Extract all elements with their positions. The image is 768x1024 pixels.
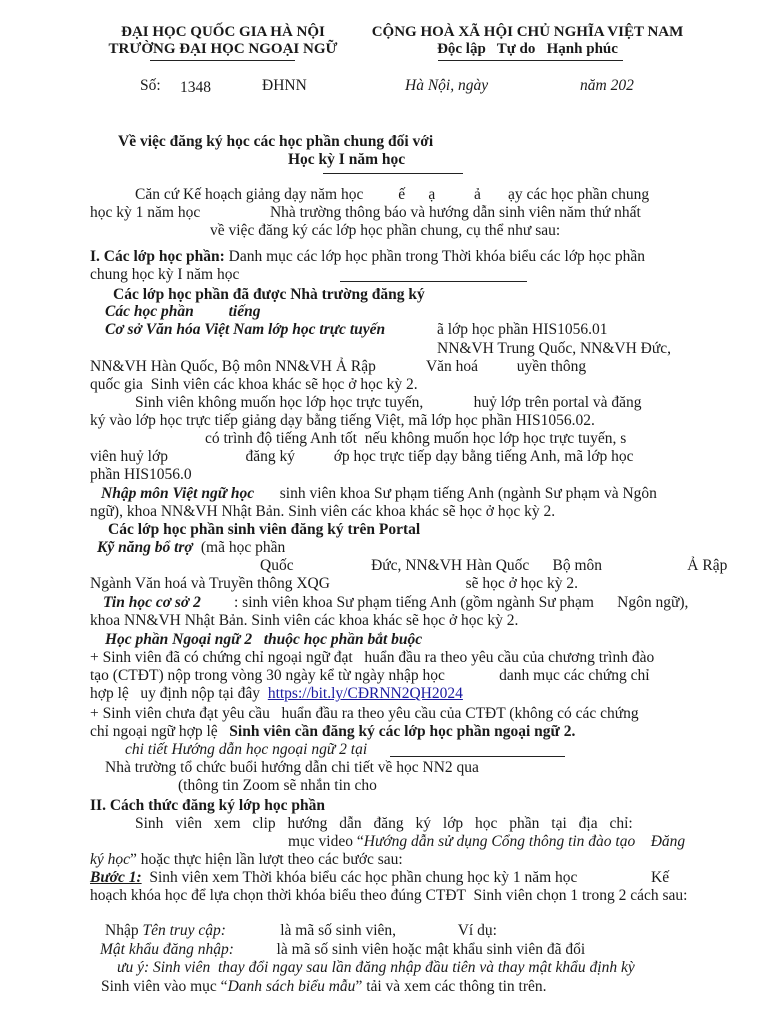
- subsection-portal: Các lớp học phần sinh viên đăng ký trên Portal: [108, 521, 421, 538]
- video-title: Hướng dẫn sử dụng Cổng thông tin đào tạo Đăng: [363, 833, 686, 850]
- certificate-link[interactable]: https://bit.ly/CĐRNN2QH2024: [267, 685, 463, 702]
- password-label: Mật khẩu đăng nhập:: [100, 941, 234, 958]
- password-note: ưu ý: Sinh viên thay đổi ngay sau lần đăng nhập đầu tiên và thay mật khẩu định kỳ: [117, 959, 635, 976]
- section1-heading-line: [90, 248, 645, 266]
- step-line: [90, 869, 669, 887]
- course-text: tạo (CTĐT) nộp trong vòng 30 ngày kể từ ngày nhập học danh mục các chứng chỉ: [90, 667, 650, 684]
- course-text: ã lớp học phần HIS1056.01: [437, 321, 608, 338]
- course-text-line: [90, 685, 463, 703]
- forms-text: ” tải và xem các thông tin trên.: [355, 978, 547, 995]
- blank-underline: [340, 281, 527, 282]
- subsection-registered: Các lớp học phần đã được Nhà trường đăng ký: [113, 286, 425, 303]
- course-text: (mã học phần: [197, 539, 286, 556]
- course-text: Nhà trường tổ chức buổi hướng dẫn chi tiết về học NN2 qua: [105, 759, 479, 776]
- course-title: Nhập môn Việt ngữ học: [101, 485, 255, 502]
- course-text: + Sinh viên đã có chứng chỉ ngoại ngữ đạt huẩn đầu ra theo yêu cầu của chương trình đào: [90, 649, 655, 666]
- step-text: Sinh viên xem Thời khóa biểu các học phần chung học kỳ 1 năm học Kế: [141, 869, 670, 886]
- password-text: là mã số sinh viên hoặc mật khẩu sinh viên đã đổi: [233, 941, 586, 958]
- course-text: Quốc Đức, NN&VH Hàn Quốc Bộ môn Ả Rập: [260, 557, 728, 574]
- course-title: Tin học cơ sở 2: [103, 594, 201, 611]
- course-title: Kỹ năng bổ trợ: [97, 539, 193, 556]
- course-text: chỉ ngoại ngữ hợp lệ: [90, 723, 230, 740]
- step1-label: Bước 1:: [90, 869, 142, 886]
- course-text: + Sinh viên chưa đạt yêu cầu huẩn đầu ra theo yêu cầu của CTĐT (không có các chứng: [90, 705, 639, 722]
- intro-line: về việc đăng ký các lớp học phần chung, cụ thể như sau:: [210, 222, 561, 239]
- school-name: TRƯỜNG ĐẠI HỌC NGOẠI NGỮ: [108, 41, 338, 57]
- section1-heading-rest: Danh mục các lớp học phần trong Thời khóa biểu các lớp học phần: [224, 248, 646, 265]
- course-title: Học phần Ngoại ngữ 2 thuộc học phần bắt buộc: [105, 631, 423, 648]
- header-left-underline: [150, 60, 295, 61]
- login-text: là mã số sinh viên, Ví dụ:: [225, 922, 497, 939]
- doc-title-line2: Học kỳ I năm học: [288, 151, 406, 168]
- course-text: ký vào lớp học trực tiếp giảng dạy bằng tiếng Việt, mã lớp học phần HIS1056.02.: [90, 412, 595, 429]
- course-text-line: [90, 723, 575, 741]
- username-label: Tên truy cập:: [142, 922, 226, 939]
- course-text: : sinh viên khoa Sư phạm tiếng Anh (gồm ngành Sư phạm Ngôn ngữ),: [234, 594, 689, 611]
- course-text: NN&VH Trung Quốc, NN&VH Đức,: [437, 340, 672, 357]
- doc-number-suffix: ĐHNN: [262, 77, 307, 94]
- video-title: ký học: [90, 851, 131, 868]
- section2-text: mục video “: [288, 833, 364, 850]
- section1-heading: I. Các lớp học phần:: [90, 248, 225, 265]
- must-register-note: Sinh viên cần đăng ký các lớp học phần ngoại ngữ 2.: [229, 723, 576, 740]
- section2-text: Sinh viên xem clip hướng dẫn đăng ký lớp học phần tại địa chỉ:: [135, 815, 633, 832]
- header-right-underline: [438, 60, 623, 61]
- course-text: sinh viên khoa Sư phạm tiếng Anh (ngành Sư phạm và Ngôn: [272, 485, 657, 502]
- course-text: ngữ), khoa NN&VH Nhật Bản. Sinh viên các khoa khác sẽ học ở học kỳ 2.: [90, 503, 556, 520]
- course-text: Ngành Văn hoá và Truyền thông XQG sẽ học ở học kỳ 2.: [90, 575, 578, 592]
- section2-text-line: [90, 851, 403, 869]
- blank-underline: [390, 756, 565, 757]
- login-line: [105, 922, 497, 940]
- course-text: hợp lệ uy định nộp tại đây: [90, 685, 268, 702]
- step-text: hoạch khóa học để lựa chọn thời khóa biểu theo đúng CTĐT Sinh viên chọn 1 trong 2 cách sau:: [90, 887, 688, 904]
- course-text: có trình độ tiếng Anh tốt nếu không muốn học lớp học trực tuyến, s: [205, 430, 627, 447]
- section2-text-line: [288, 833, 685, 851]
- subsection-language: Các học phần tiếng: [105, 303, 261, 320]
- course-title: Cơ sở Văn hóa Việt Nam lớp học trực tuyến: [105, 321, 386, 338]
- forms-text: Sinh viên vào mục “: [101, 978, 228, 995]
- year: năm 202: [580, 77, 634, 94]
- doc-title-line1: Về việc đăng ký học các học phần chung đối với: [118, 133, 434, 150]
- republic-title: CỘNG HOÀ XÃ HỘI CHỦ NGHĨA VIỆT NAM: [371, 24, 684, 40]
- doc-number: 1348: [180, 79, 211, 96]
- university-name: ĐẠI HỌC QUỐC GIA HÀ NỘI: [121, 24, 325, 40]
- course-text: quốc gia Sinh viên các khoa khác sẽ học ở học kỳ 2.: [90, 376, 418, 393]
- title-underline: [323, 173, 463, 174]
- forms-line: [101, 978, 547, 996]
- password-line: [100, 941, 585, 959]
- intro-line: học kỳ 1 năm học Nhà trường thông báo và hướng dẫn sinh viên năm thứ nhất: [90, 204, 641, 221]
- intro-line: Căn cứ Kế hoạch giảng dạy năm học ế ạ ả ạy các học phần chung: [135, 186, 650, 203]
- course-text: (thông tin Zoom sẽ nhắn tin cho: [178, 777, 377, 794]
- section1-line2: chung học kỳ I năm học: [90, 266, 240, 283]
- login-text: Nhập: [105, 922, 143, 939]
- place-date: Hà Nội, ngày: [405, 77, 489, 94]
- course-text: chi tiết Hướng dẫn học ngoại ngữ 2 tại: [125, 741, 368, 758]
- course-text: phần HIS1056.0: [90, 466, 192, 483]
- forms-menu-name: Danh sách biểu mẫu: [227, 978, 356, 995]
- section2-text: ” hoặc thực hiện lần lượt theo các bước sau:: [130, 851, 403, 868]
- course-text: khoa NN&VH Nhật Bản. Sinh viên các khoa khác sẽ học ở học kỳ 2.: [90, 612, 519, 629]
- motto: Độc lập Tự do Hạnh phúc: [437, 41, 618, 57]
- section2-heading: II. Cách thức đăng ký lớp học phần: [90, 797, 325, 814]
- course-text: NN&VH Hàn Quốc, Bộ môn NN&VH Ả Rập Văn hoá uyền thông: [90, 358, 587, 375]
- doc-number-label: Số:: [140, 77, 161, 94]
- course-text: viên huỷ lớp đăng ký ớp học trực tiếp dạy bằng tiếng Anh, mã lớp học: [90, 448, 634, 465]
- course-text: Sinh viên không muốn học lớp học trực tuyến, huỷ lớp trên portal và đăng: [135, 394, 642, 411]
